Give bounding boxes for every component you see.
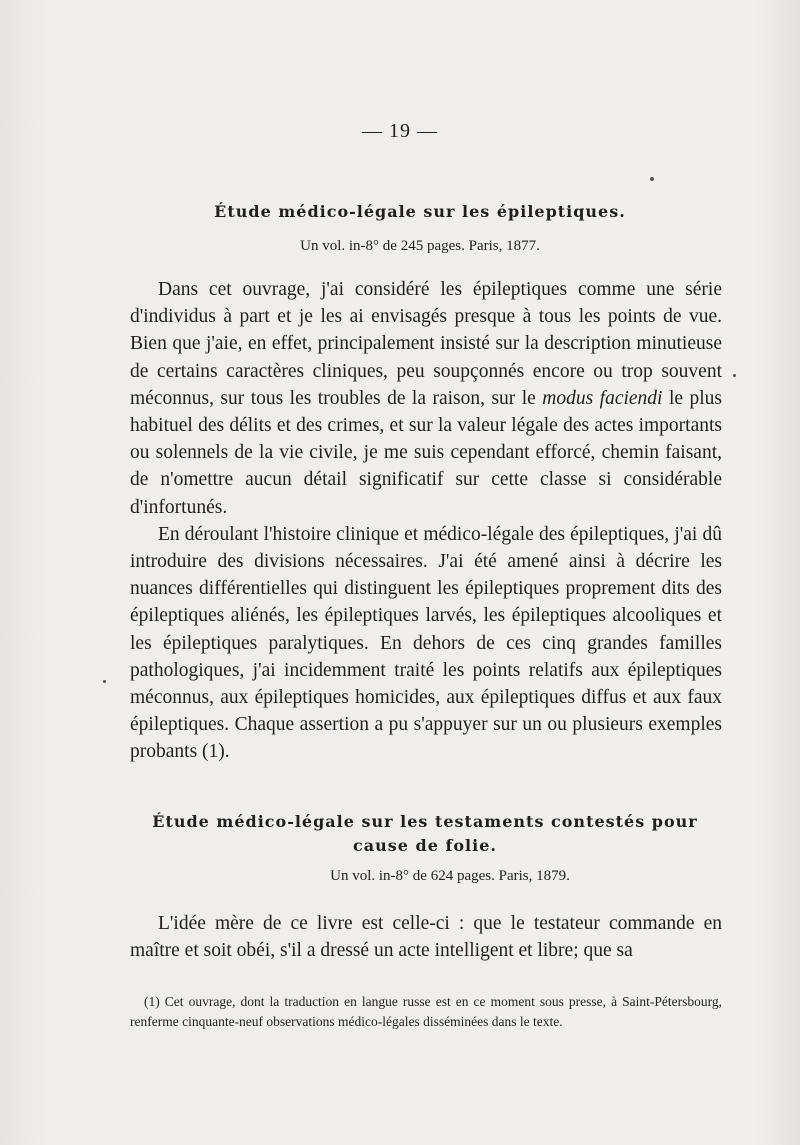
footnote [130, 992, 722, 1031]
section-1-publication: Un vol. in-8° de 245 pages. Paris, 1877. [300, 238, 540, 254]
paragraph-text: le plus habituel des délits et des crimes, et sur la valeur légale des actes importants ou solennels de la vie civile, je me suis cependant efforcé, chemin faisant, de n'omettre aucun détail significatif sur cette classe si considérable d'infortunés. [130, 387, 722, 518]
section-1-paragraph-2: En déroulant l'histoire clinique et médico-légale des épileptiques, j'ai dû introduire des divisions nécessaires. J'ai été amené ainsi à décrire les nuances différentielles qui distinguent les épileptiques proprement dits des épileptiques aliénés, les épileptiques larvés, les épileptiques alcooliques et les épileptiques paralytiques. En dehors de ces cinq grandes familles pathologiques, j'ai incidemment traité les points relatifs aux épileptiques méconnus, aux épileptiques homicides, aux épileptiques diffus et aux faux épileptiques. Chaque assertion a pu s'appuyer sur un ou plusieurs exemples probants (1). [130, 523, 722, 763]
footnote-text: (1) Cet ouvrage, dont la traduction en langue russe est en ce moment sous presse, à Saint-Pétersbourg, renferme cinquante-neuf observations médico-légales disséminées dans le texte. [130, 994, 722, 1029]
page-number: — 19 — [362, 120, 438, 142]
section-1-body [130, 276, 722, 766]
ink-speck [650, 177, 654, 181]
ink-speck [733, 374, 736, 377]
section-2-body [130, 910, 722, 964]
section-2-publication: Un vol. in-8° de 624 pages. Paris, 1879. [330, 868, 570, 884]
ink-speck [103, 680, 106, 683]
section-2-title: Étude médico-légale sur les testaments contestés pour cause de folie. [152, 812, 698, 855]
paragraph-text: Dans cet ouvrage, j'ai considéré les épileptiques comme une série d'individus à part et je les ai envisagés presque à tous les points de vue. Bien que j'aie, en effet, principalement insisté sur la description minutieuse de certains caractères cliniques, peu soupçonnés encore ou trop souvent méconnus, sur tous les troubles de la raison, sur le [130, 279, 722, 409]
italic-phrase: modus faciendi [542, 387, 663, 409]
section-1-title: Étude médico-légale sur les épileptiques. [214, 202, 626, 221]
section-2-paragraph-1: L'idée mère de ce livre est celle-ci : que le testateur commande en maître et soit obéi, s'il a dressé un acte intelligent et libre; que sa [130, 913, 722, 962]
section-1-paragraph-1 [130, 276, 722, 521]
